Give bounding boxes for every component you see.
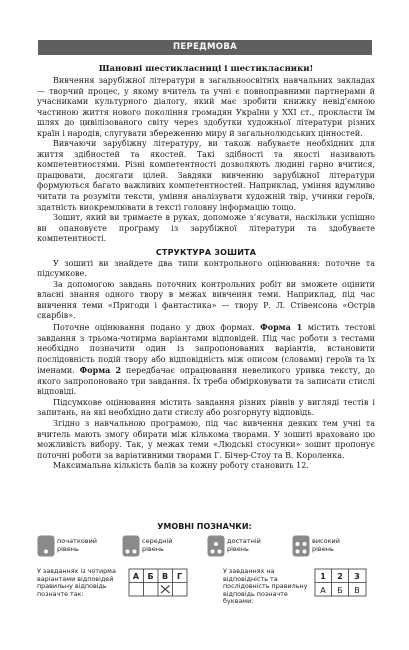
grid-letter-v: В: [161, 572, 169, 581]
level-high-label: високий рівень: [312, 537, 340, 553]
greeting: Шановні шестикласниці і шестикласники!: [98, 64, 314, 74]
p3-text-c: передбачає опрацювання невеликого уривка тексту, до якого запропоновано три завдання. Їх треба обмірковувати та записати стислі відповіді.: [37, 366, 375, 397]
level-middle: [122, 535, 184, 557]
grid-letter-a: А: [132, 572, 140, 581]
structure-paragraph-6: Максимальна кількість балів за кожну роботу становить 12.: [53, 461, 309, 471]
page-title: ПЕРЕДМОВА: [173, 42, 237, 52]
matching-note: У завданнях на відповідність та послідовність правильну відповідь позначте буквами:: [223, 567, 308, 606]
level-sufficient-icon: [207, 535, 225, 557]
p3-text-a: Поточне оцінювання подано у двох формах.: [53, 323, 261, 333]
form-2-label: Форма 2: [79, 365, 122, 376]
grid-letter-b: Б: [147, 572, 154, 581]
intro-paragraph-3: Зошит, який ви тримаєте в руках, допоможе з’ясувати, наскільки успішно ви опановуєте програму із зарубіжної літератури та здобуваєте компетентності.: [37, 213, 375, 244]
structure-paragraph-3: [37, 322, 375, 398]
matching-answer-grid: [314, 568, 368, 598]
intro-paragraph-2: Вивчаючи зарубіжну літературу, ви також набуваєте необхідних для життя здібностей та якостей. Такі здібності та якості називають компетентностями. Різні компетентності дозволяють людині гарно вчитися, працювати, досягати цілей. Завдяки вивченню зарубіжної літератури формуються багато важливих компетентностей. Наприклад, уміння вдумливо читати та розуміти тексти, уміння аналізувати художній твір, учинки героїв, здатність виокремлювати в тексті головну інформацію тощо.: [37, 139, 375, 212]
cross-mark-icon: [161, 586, 170, 594]
structure-paragraph-5: Згідно з навчальною програмою, під час вивчення деяких тем учні та вчитель мають змогу обирати між кількома творами. У зошиті враховано цю можливість вибору. Так, у межах теми «Людські стосунки» зошит пропонує поточні роботи за варіативними творами Г. Бічер-Стоу та В. Короленка.: [37, 418, 375, 460]
p3-text-b: містить тестові завдання з трьома-чотирма варіантами відповідей. Під час роботи з тестами необхідно позначити один із запропонованих варіантів, встановити послідовність подій твору або відповідність між описом (словами) героїв та їх іменами.: [37, 323, 376, 376]
grid-answer-v: В: [354, 586, 360, 595]
intro-paragraph-1: Вивчення зарубіжної літератури в загальноосвітніх навчальних закладах — творчий процес, у якому вчитель та учні є повноправними партнерами й учасниками культурного діалогу, який має зробити книжку невід’ємною частиною життя нового покоління громадян України у XXI ст., прокласти їм шлях до цивілізованого світу через здобутки художньої літератури різних країн і народів, слугувати збереженню миру й загальнолюдських цінностей.: [37, 76, 375, 138]
grid-answer-b: Б: [337, 586, 343, 595]
level-sufficient-label: достатній рівень: [227, 537, 261, 553]
structure-paragraph-4: Підсумкове оцінювання містить завдання різних рівнів у вигляді тестів і запитань, на які необхідно дати стислу або розгорнуту відповідь.: [37, 397, 375, 418]
level-sufficient: [207, 535, 269, 557]
multiple-choice-note: У завданнях із чотирма варіантами відповідей правильну відповідь позначте так:: [37, 567, 116, 598]
multiple-choice-answer-grid: [128, 568, 190, 598]
level-high-icon: [292, 535, 310, 557]
legend-title: УМОВНІ ПОЗНАЧКИ:: [157, 522, 252, 531]
level-initial: [37, 535, 99, 557]
grid-number-2: 2: [337, 572, 343, 581]
level-middle-icon: [122, 535, 140, 557]
structure-paragraph-1: У зошиті ви знайдете два типи контрольного оцінювання: поточне та підсумкове.: [37, 258, 375, 279]
level-initial-icon: [37, 535, 55, 557]
level-high: [292, 535, 354, 557]
main-text: [37, 64, 375, 472]
grid-number-1: 1: [320, 572, 326, 581]
grid-answer-a: А: [320, 586, 326, 595]
level-initial-label: початковий рівень: [57, 537, 98, 553]
structure-heading: СТРУКТУРА ЗОШИТА: [155, 247, 257, 257]
form-1-label: Форма 1: [260, 322, 303, 333]
section-title-banner: [38, 40, 372, 55]
grid-number-3: 3: [354, 572, 360, 581]
grid-letter-h: Г: [176, 572, 183, 581]
level-middle-label: середній рівень: [142, 537, 173, 553]
structure-paragraph-2: За допомогою завдань поточних контрольних робіт ви зможете оцінити власні знання одного твору в межах вивчення теми. Наприклад, під час вивчення теми «Пригоди і фантастика» — твору Р. Л. Стівенсона «Острів скарбів».: [37, 279, 375, 321]
